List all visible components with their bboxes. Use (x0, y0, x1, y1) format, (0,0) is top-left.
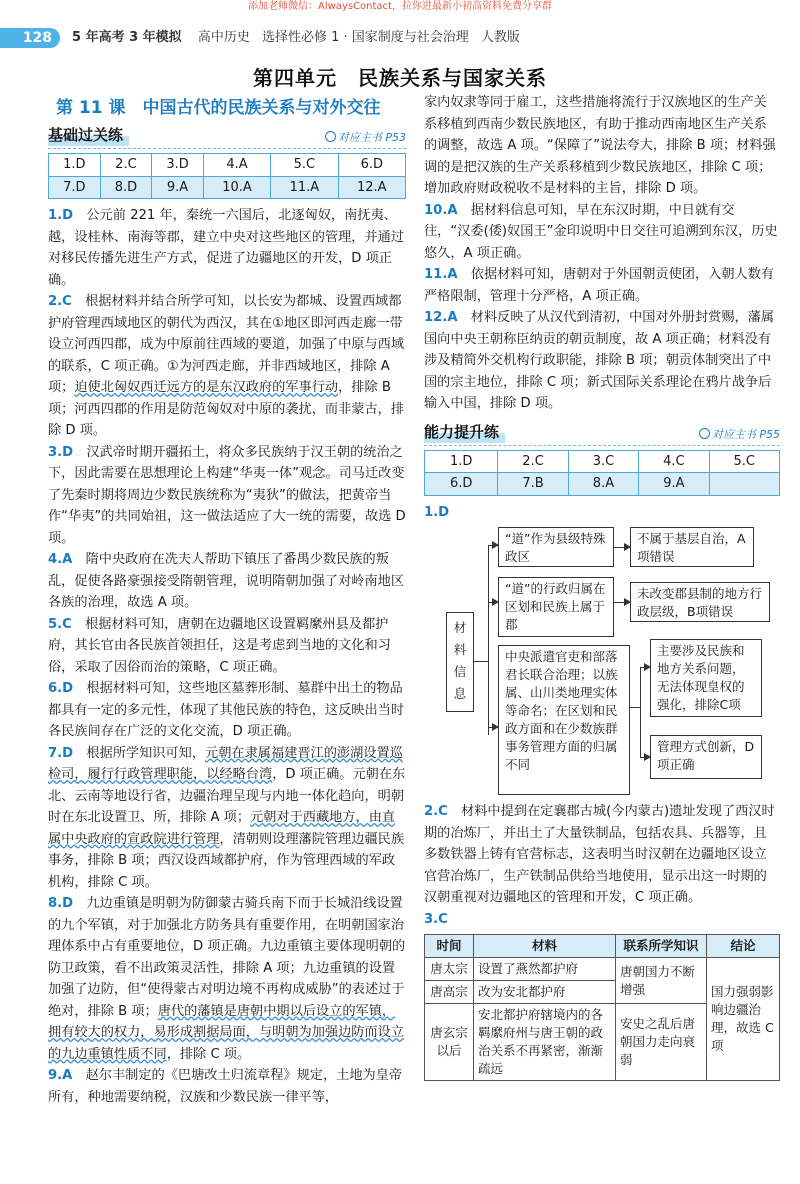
item-text: 隋中央政府在冼夫人帮助下镇压了番禺少数民族的叛乱，促使各路豪强接受隋朝管理，说明隋朝加强了对岭南地区各族的治理，故选 A 项。 (48, 552, 405, 610)
answer-cell: 8.A (568, 473, 638, 496)
section-ref: 对应主书 P53 (325, 127, 406, 149)
diagram-node-1: “道”作为县级特殊政区 (498, 527, 614, 567)
diagram-result-1: 不属于基层自治，A项错误 (630, 527, 754, 567)
diagram-result-3: 主要涉及民族和地方关系问题，无法体现皇权的强化，排除C项 (650, 639, 762, 717)
explanation-continuation: 家内奴隶等同于雇工，这些措施将流行于汉族地区的生产关系移植到西南少数民族地区，有助于推动西南地区生产关系的调整，故选 A 项。“保障了”说法夸大，排除 B 项；材料强调的是把汉族的生产关系移植到少数民族地区，排除 C 项；增加政府财政税收不是材料的主旨，排除 D 项。 (424, 95, 776, 196)
item-text: ，D 项正确。元朝在东北、云南等地设行省，边疆治理呈现与内地一体化趋向，明朝时在东北设置卫、所，排除 A 项； (48, 767, 406, 825)
answer-cell (709, 473, 779, 496)
right-column (424, 92, 780, 1081)
answer-cell: 1.D (49, 154, 101, 177)
answer-cell: 3.C (568, 450, 638, 473)
explanation-item (48, 893, 406, 1065)
item-number: 4.A (48, 552, 73, 567)
item-number: 8.D (48, 896, 74, 911)
table-row (425, 473, 780, 496)
section-title: 能力提升练 (424, 421, 505, 443)
explanation-item (48, 549, 406, 614)
arrow (614, 547, 630, 548)
item-text: 依据材料可知，唐朝对于外国朝贡使团，入朝人数有严格限制，管理十分严格，A 项正确。 (424, 267, 775, 304)
left-column (48, 96, 406, 1108)
table-cell: 唐高宗 (425, 981, 474, 1004)
arrow (640, 667, 650, 668)
answer-cell: 5.C (271, 154, 338, 177)
item-number: 2.C (424, 804, 448, 819)
explanation-item (424, 264, 780, 307)
answer-cell: 8.D (100, 176, 152, 199)
explanation-item (48, 614, 406, 679)
answer-table-advanced (424, 450, 780, 496)
explanation-item (48, 291, 406, 442)
connector (474, 661, 488, 662)
arrow (488, 602, 498, 603)
column-header: 联系所学知识 (616, 935, 707, 958)
header-text (72, 29, 520, 47)
page-header (0, 28, 800, 50)
brand: 5 年高考 3 年模拟 (72, 30, 182, 45)
table-row (49, 154, 406, 177)
item-number: 10.A (424, 202, 458, 218)
table-cell: 改为安北都护府 (474, 981, 616, 1004)
answer-cell: 11.A (271, 176, 338, 199)
item-text: 汉武帝时期开疆拓土，将众多民族纳于汉王朝的统治之下，因此需要在思想理论上构建“华夷一体”观念。司马迁改变了先秦时期将周边少数民族统称为“夷狄”的做法，把黄帝当作“华夷”的共同始祖，这一做法适应了大一统的需要，故选 D 项。 (48, 444, 406, 546)
answer-cell: 10.A (203, 176, 270, 199)
item-number: 9.A (48, 1068, 73, 1083)
lesson-title: 第 11 课 中国古代的民族关系与对外交往 (56, 98, 381, 118)
answer-cell: 5.C (709, 450, 779, 473)
answer-cell: 7.D (49, 176, 101, 199)
item-number: 2.C (48, 294, 72, 309)
reasoning-diagram (424, 527, 780, 797)
table-cell: 安北都护府辖境内的各羁縻府州与唐王朝的政治关系不再紧密，渐渐疏远 (474, 1004, 616, 1081)
table-cell: 安史之乱后唐朝国力走向衰弱 (616, 1004, 707, 1081)
arrow (614, 602, 630, 603)
analysis-table (424, 934, 780, 1081)
item-text: 材料中提到在定襄郡古城(今内蒙古)遗址发现了西汉时期的冶炼厂，并出土了大量铁制品，包括农具、兵器等，且多数铁器上铸有官营标志，这表明当时汉朝在边疆地区设立官营冶炼厂，生产铁制品供给当地使用，显示出这一时期的汉朝重视对边疆地区的管理和开发，C 项正确。 (424, 804, 775, 905)
connector (640, 667, 641, 757)
section-advanced-header (424, 421, 780, 446)
item-number: 6.D (48, 681, 74, 696)
item-text: ，清朝则设理藩院管理边疆民族事务，排除 B 项；西汉设西域都护府，作为管理西域的军政机构，排除 C 项。 (48, 831, 405, 890)
item-text: 根据材料并结合所学可知，以长安为都城、设置西域都护府管理西域地区的朝代为西汉，其在①地区即河西走廊一带设立河西四郡，成为中原前往西域的要道，加强了中原与西域的联系，C 项正确。①为河西走廊，并非西域地区，排除 A 项； (48, 294, 405, 395)
answer-cell: 2.C (100, 154, 152, 177)
item-number: 11.A (424, 267, 458, 282)
item-text: 根据所学知识可知， (86, 745, 206, 761)
edition: 人教版 (480, 30, 520, 45)
explanation-item (48, 743, 406, 894)
item-text: 据材料信息可知，早在东汉时期，中日就有交往，“汉委(倭)奴国王”金印说明中日交往可追溯到东汉，历史悠久，A 项正确。 (424, 202, 778, 261)
underlined-text: 迫使北匈奴西迁远方的是东汉政府的军事行动 (74, 380, 339, 395)
section-basic-header (48, 124, 406, 149)
arrow (640, 757, 650, 758)
item-number: 1.D (48, 208, 74, 223)
answer-cell: 6.D (425, 473, 498, 496)
item-text: 根据材料可知，唐朝在边疆地区设置羁縻州县及都护府，其长官由各民族首领担任，这是考虑到当地的文化和习俗，采取了因俗而治的策略，C 项正确。 (48, 616, 391, 675)
answer-cell: 9.A (639, 473, 709, 496)
question-label: 1.D (424, 504, 450, 520)
diagram-center-node: 材 料 信 息 (446, 612, 474, 712)
table-row (425, 450, 780, 473)
explanation-item (48, 1065, 406, 1108)
diagram-result-2: 未改变郡县制的地方行政层级，B项错误 (630, 582, 770, 622)
item-number: 12.A (424, 310, 458, 325)
table-cell: 唐玄宗以后 (425, 1004, 474, 1081)
arrow (488, 545, 498, 546)
answer-cell: 7.B (498, 473, 568, 496)
unit-title: 第四单元 民族关系与国家关系 (253, 66, 547, 90)
column-header: 时间 (425, 935, 474, 958)
subject: 高中历史 (197, 30, 250, 45)
table-header-row (425, 935, 780, 958)
answer-cell: 1.D (425, 450, 498, 473)
explanation-item (48, 442, 406, 550)
item-text: ，排除 C 项。 (166, 1046, 251, 1062)
explanation-item (424, 200, 780, 265)
explanation-item (48, 205, 406, 291)
section-ref: 对应主书 P55 (699, 424, 780, 446)
explanation-item (424, 801, 780, 909)
arrow (488, 727, 498, 728)
explanation-item (424, 307, 780, 415)
item-text: 材料反映了从汉代到清初，中国对外册封赏赐，藩属国向中央王朝称臣纳贡的朝贡制度，故 A 项正确；材料没有涉及精简外交机构行政职能，排除 B 项；朝贡体制突出了中国的宗主地位，排除 C 项；新式国际关系理论在鸦片战争后输入中国，排除 D 项。 (424, 310, 775, 411)
answer-cell: 4.C (639, 450, 709, 473)
column-header: 结论 (707, 935, 780, 958)
diagram-node-3: 中央派遣官吏和部落君长联合治理；以族属、山川类地理实体等命名；在区划和民政方面和在少数族群事务管理方面的归属不同 (498, 645, 630, 795)
answer-cell: 6.D (338, 154, 405, 177)
table-cell: 唐朝国力不断增强 (616, 958, 707, 1004)
answer-cell: 2.C (498, 450, 568, 473)
column-header: 材料 (474, 935, 616, 958)
explanation-item (48, 678, 406, 743)
page-number: 128 (0, 28, 60, 48)
table-row (425, 958, 780, 981)
watermark: 添加老师微信：AlwaysContact，拉你进最新小初高资料免费分享群 (248, 1, 552, 12)
answer-table-basic (48, 153, 406, 199)
item-text: 赵尔丰制定的《巴塘改土归流章程》规定，土地为皇帝所有，种地需要纳税，汉族和少数民族一律平等， (48, 1068, 403, 1105)
answer-cell: 12.A (338, 176, 405, 199)
connector (630, 707, 640, 708)
table-cell: 设置了燕然都护府 (474, 958, 616, 981)
table-cell: 国力强弱影响边疆治理，故选 C 项 (707, 958, 780, 1081)
underlined-text: 元朝对于西藏地方，由直属中央政府的宣政院进行管理 (48, 810, 396, 847)
section-title: 基础过关练 (48, 124, 129, 146)
item-text: 公元前 221 年，秦统一六国后，北逐匈奴，南抚夷、越，设桂林、南海等郡，建立中央对这些地区的管理，并通过对移民传播先进生产方式，促进了边疆地区的开发，D 项正确。 (48, 208, 405, 288)
item-number: 3.D (48, 444, 74, 460)
connector (488, 545, 489, 735)
item-text: 九边重镇是明朝为防御蒙古骑兵南下而于长城沿线设置的九个军镇，对于加强北方防务具有重要作用，在明朝国家治理体系中占有重要地位，D 项正确。九边重镇主要体现明朝的防卫政策，看不出政策灵活性，排除 A 项；九边重镇的设置加强了边防，但“使得蒙古对明边境不再构成威胁”的表述过于绝对，排除 B 项； (48, 896, 406, 1019)
question-label: 3.C (424, 911, 448, 927)
underlined-text: 唐代的藩镇是唐朝中期以后设立的军镇，拥有较大的权力，易形成割据局面，与明朝为加强边防而设立的九边重镇性质不同 (48, 1003, 405, 1062)
item-text: 根据材料可知，这些地区墓葬形制、墓群中出土的物品都具有一定的多元性，体现了其他民族的特色，这反映出当时各民族间存在广泛的文化交流，D 项正确。 (48, 681, 405, 739)
item-number: 5.C (48, 616, 72, 632)
search-icon (325, 131, 336, 142)
item-number: 7.D (48, 745, 74, 761)
table-cell: 唐太宗 (425, 958, 474, 981)
answer-cell: 9.A (152, 176, 204, 199)
diagram-node-2: “道”的行政归属在区划和民族上属于郡 (498, 577, 614, 637)
search-icon (699, 428, 710, 439)
diagram-result-4: 管理方式创新，D项正确 (650, 735, 762, 779)
book-title: 选择性必修 1 · 国家制度与社会治理 (261, 30, 469, 45)
underlined-text: 元朝在隶属福建晋江的澎湖设置巡检司，履行行政管理职能，以经略台湾 (48, 745, 403, 782)
answer-cell: 4.A (203, 154, 270, 177)
answer-cell: 3.D (152, 154, 204, 177)
table-row (49, 176, 406, 199)
item-text: ，排除 B 项；河西四郡的作用是防范匈奴对中原的袭扰，而非蒙古，排除 D 项。 (48, 380, 405, 438)
